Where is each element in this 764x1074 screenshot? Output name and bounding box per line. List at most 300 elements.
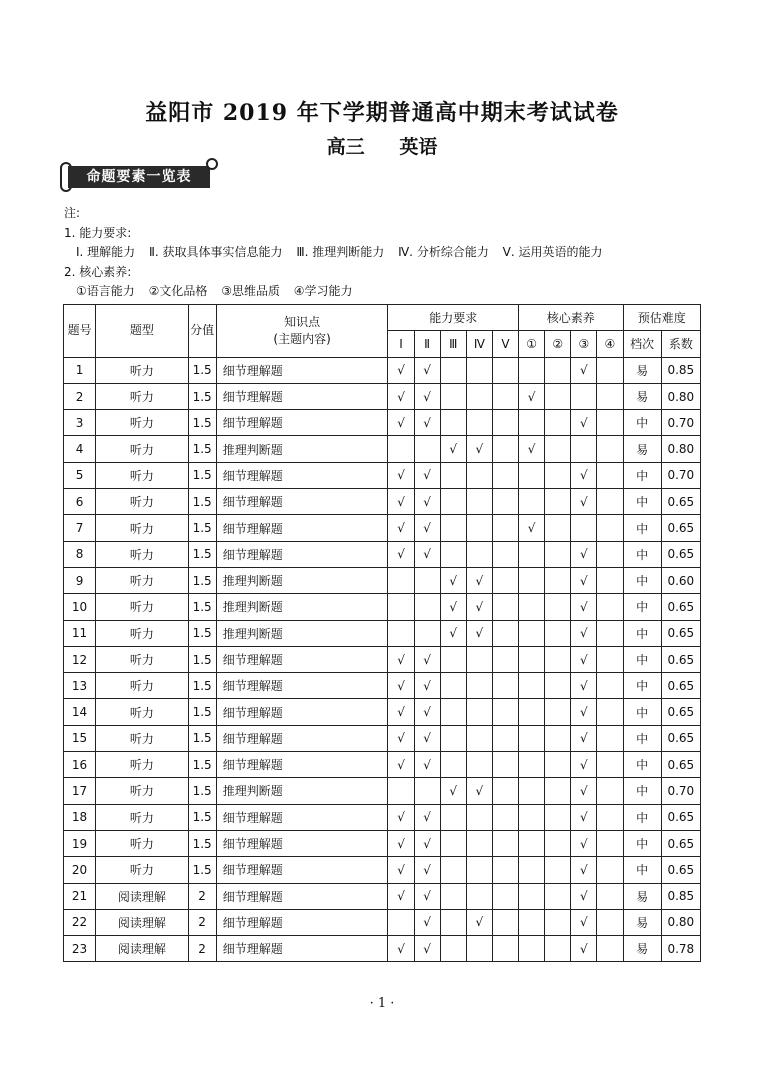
- cell-type: 听力: [96, 804, 188, 830]
- cell-ability: [492, 778, 518, 804]
- notes-label: 注:: [64, 206, 81, 220]
- cell-literacy: [519, 357, 545, 383]
- table-row: [64, 752, 701, 778]
- cell-ability: [492, 357, 518, 383]
- cell-ability: [492, 752, 518, 778]
- cell-ability: √: [414, 673, 440, 699]
- cell-literacy: [545, 936, 571, 962]
- cell-level: 中: [623, 646, 661, 672]
- cell-ability: [466, 752, 492, 778]
- cell-ability: √: [388, 752, 414, 778]
- cell-literacy: [545, 752, 571, 778]
- cell-ability: √: [388, 830, 414, 856]
- cell-literacy: [519, 857, 545, 883]
- cell-ability: [466, 646, 492, 672]
- cell-literacy: [519, 778, 545, 804]
- cell-ability: [492, 620, 518, 646]
- table-row: [64, 567, 701, 593]
- cell-type: 阅读理解: [96, 936, 188, 962]
- cell-type: 听力: [96, 725, 188, 751]
- table-row: [64, 357, 701, 383]
- cell-score: 1.5: [188, 515, 216, 541]
- cell-literacy: [545, 909, 571, 935]
- cell-ability: √: [466, 436, 492, 462]
- cell-literacy: [597, 620, 623, 646]
- cell-coef: 0.65: [661, 830, 700, 856]
- cell-ability: √: [388, 857, 414, 883]
- cell-literacy: √: [519, 383, 545, 409]
- cell-type: 听力: [96, 778, 188, 804]
- cell-ability: √: [388, 699, 414, 725]
- cell-ability: [440, 646, 466, 672]
- cell-coef: 0.65: [661, 620, 700, 646]
- cell-literacy: [571, 515, 597, 541]
- cell-literacy: √: [571, 462, 597, 488]
- cell-knowledge: 细节理解题: [216, 936, 388, 962]
- subject-label: 英语: [399, 136, 438, 158]
- header-coef: 系数: [661, 331, 700, 357]
- cell-type: 听力: [96, 515, 188, 541]
- ability-label: 1. 能力要求:: [64, 225, 132, 240]
- cell-literacy: [545, 594, 571, 620]
- cell-knowledge: 推理判断题: [216, 567, 388, 593]
- cell-no: 1: [64, 357, 96, 383]
- table-row: [64, 462, 701, 488]
- cell-literacy: [571, 436, 597, 462]
- cell-literacy: [597, 673, 623, 699]
- literacy-label: 2. 核心素养:: [64, 264, 132, 279]
- cell-coef: 0.70: [661, 410, 700, 436]
- cell-ability: [466, 462, 492, 488]
- cell-ability: √: [440, 620, 466, 646]
- cell-literacy: √: [571, 830, 597, 856]
- header-ability-col: Ⅰ: [388, 331, 414, 357]
- cell-literacy: [597, 357, 623, 383]
- cell-literacy: [519, 673, 545, 699]
- cell-literacy: [519, 620, 545, 646]
- cell-literacy: √: [571, 489, 597, 515]
- cell-knowledge: 细节理解题: [216, 489, 388, 515]
- cell-ability: [466, 699, 492, 725]
- cell-coef: 0.65: [661, 594, 700, 620]
- scroll-curl-icon: [206, 158, 218, 170]
- cell-type: 阅读理解: [96, 909, 188, 935]
- cell-ability: √: [414, 804, 440, 830]
- cell-ability: [492, 489, 518, 515]
- cell-literacy: [597, 936, 623, 962]
- cell-ability: [440, 489, 466, 515]
- cell-level: 易: [623, 436, 661, 462]
- ability-item: Ⅱ. 获取具体事实信息能力: [149, 245, 283, 259]
- cell-ability: [466, 857, 492, 883]
- table-row: [64, 541, 701, 567]
- cell-no: 8: [64, 541, 96, 567]
- ability-item: Ⅲ. 推理判断能力: [296, 245, 385, 259]
- cell-ability: [492, 857, 518, 883]
- cell-literacy: [597, 699, 623, 725]
- cell-score: 1.5: [188, 462, 216, 488]
- cell-literacy: [597, 883, 623, 909]
- literacy-item: ③思维品质: [221, 284, 280, 298]
- cell-no: 13: [64, 673, 96, 699]
- cell-type: 听力: [96, 673, 188, 699]
- cell-ability: [440, 673, 466, 699]
- cell-type: 听力: [96, 436, 188, 462]
- cell-score: 1.5: [188, 725, 216, 751]
- header-level: 档次: [623, 331, 661, 357]
- cell-no: 21: [64, 883, 96, 909]
- table-row: [64, 436, 701, 462]
- ability-list: [64, 243, 613, 263]
- header-ability: 能力要求: [388, 305, 519, 331]
- cell-type: 听力: [96, 357, 188, 383]
- cell-score: 2: [188, 883, 216, 909]
- cell-literacy: [519, 594, 545, 620]
- table-row: [64, 830, 701, 856]
- cell-knowledge: 细节理解题: [216, 541, 388, 567]
- cell-literacy: [519, 830, 545, 856]
- cell-coef: 0.65: [661, 673, 700, 699]
- cell-no: 6: [64, 489, 96, 515]
- cell-literacy: [545, 462, 571, 488]
- cell-type: 听力: [96, 410, 188, 436]
- cell-literacy: √: [571, 410, 597, 436]
- cell-level: 中: [623, 673, 661, 699]
- cell-literacy: [519, 909, 545, 935]
- cell-score: 1.5: [188, 594, 216, 620]
- cell-ability: √: [388, 883, 414, 909]
- cell-level: 中: [623, 410, 661, 436]
- cell-literacy: √: [571, 778, 597, 804]
- cell-knowledge: 细节理解题: [216, 383, 388, 409]
- cell-ability: [440, 462, 466, 488]
- cell-level: 中: [623, 752, 661, 778]
- cell-knowledge: 细节理解题: [216, 515, 388, 541]
- cell-coef: 0.80: [661, 436, 700, 462]
- cell-no: 4: [64, 436, 96, 462]
- cell-literacy: √: [571, 541, 597, 567]
- cell-score: 1.5: [188, 620, 216, 646]
- cell-ability: √: [388, 725, 414, 751]
- cell-ability: [388, 909, 414, 935]
- cell-type: 听力: [96, 383, 188, 409]
- cell-literacy: √: [571, 936, 597, 962]
- cell-ability: √: [388, 646, 414, 672]
- cell-type: 听力: [96, 646, 188, 672]
- cell-coef: 0.80: [661, 909, 700, 935]
- header-literacy: 核心素养: [519, 305, 623, 331]
- cell-score: 1.5: [188, 436, 216, 462]
- cell-literacy: [597, 567, 623, 593]
- cell-ability: [492, 646, 518, 672]
- cell-no: 10: [64, 594, 96, 620]
- cell-literacy: √: [571, 857, 597, 883]
- cell-ability: √: [388, 515, 414, 541]
- cell-ability: [492, 909, 518, 935]
- cell-coef: 0.65: [661, 725, 700, 751]
- cell-level: 中: [623, 830, 661, 856]
- cell-literacy: [597, 857, 623, 883]
- cell-ability: [388, 594, 414, 620]
- cell-ability: [492, 699, 518, 725]
- table-row: [64, 673, 701, 699]
- cell-coef: 0.65: [661, 515, 700, 541]
- table-row: [64, 778, 701, 804]
- cell-literacy: [597, 804, 623, 830]
- cell-literacy: [545, 357, 571, 383]
- cell-level: 中: [623, 620, 661, 646]
- cell-literacy: [597, 436, 623, 462]
- cell-literacy: [545, 883, 571, 909]
- cell-ability: √: [414, 830, 440, 856]
- cell-literacy: [519, 489, 545, 515]
- cell-knowledge: 细节理解题: [216, 909, 388, 935]
- cell-score: 1.5: [188, 410, 216, 436]
- cell-ability: [466, 804, 492, 830]
- cell-ability: √: [414, 699, 440, 725]
- cell-no: 22: [64, 909, 96, 935]
- cell-knowledge: 细节理解题: [216, 646, 388, 672]
- cell-no: 11: [64, 620, 96, 646]
- cell-knowledge: 推理判断题: [216, 620, 388, 646]
- cell-ability: √: [440, 567, 466, 593]
- cell-ability: [440, 883, 466, 909]
- cell-ability: [492, 410, 518, 436]
- cell-no: 19: [64, 830, 96, 856]
- cell-level: 中: [623, 699, 661, 725]
- cell-literacy: [545, 778, 571, 804]
- cell-score: 1.5: [188, 489, 216, 515]
- cell-ability: [440, 725, 466, 751]
- cell-level: 易: [623, 936, 661, 962]
- cell-ability: √: [466, 594, 492, 620]
- cell-literacy: [545, 567, 571, 593]
- cell-ability: [440, 383, 466, 409]
- cell-coef: 0.60: [661, 567, 700, 593]
- cell-level: 中: [623, 489, 661, 515]
- cell-ability: √: [414, 646, 440, 672]
- cell-literacy: [519, 752, 545, 778]
- header-ability-col: Ⅳ: [466, 331, 492, 357]
- cell-literacy: [519, 804, 545, 830]
- cell-literacy: √: [519, 436, 545, 462]
- cell-ability: [440, 541, 466, 567]
- cell-score: 1.5: [188, 567, 216, 593]
- cell-ability: √: [388, 357, 414, 383]
- header-ability-col: Ⅱ: [414, 331, 440, 357]
- cell-no: 17: [64, 778, 96, 804]
- cell-type: 听力: [96, 830, 188, 856]
- cell-score: 1.5: [188, 357, 216, 383]
- cell-ability: √: [440, 594, 466, 620]
- cell-ability: [414, 778, 440, 804]
- page-number: · 1 ·: [369, 996, 395, 1011]
- literacy-item: ②文化品格: [148, 284, 208, 298]
- cell-literacy: √: [571, 725, 597, 751]
- cell-score: 1.5: [188, 383, 216, 409]
- ability-item: Ⅳ. 分析综合能力: [398, 245, 489, 259]
- cell-literacy: [519, 567, 545, 593]
- cell-literacy: [597, 646, 623, 672]
- cell-literacy: [519, 883, 545, 909]
- cell-level: 中: [623, 541, 661, 567]
- cell-score: 1.5: [188, 857, 216, 883]
- cell-ability: [492, 594, 518, 620]
- cell-literacy: √: [571, 673, 597, 699]
- cell-ability: [492, 673, 518, 699]
- header-knowledge: [216, 305, 388, 358]
- cell-no: 12: [64, 646, 96, 672]
- cell-coef: 0.70: [661, 462, 700, 488]
- cell-ability: [492, 936, 518, 962]
- cell-literacy: √: [571, 357, 597, 383]
- cell-ability: [466, 673, 492, 699]
- cell-literacy: [545, 830, 571, 856]
- cell-ability: [440, 752, 466, 778]
- cell-ability: [492, 883, 518, 909]
- cell-ability: √: [414, 725, 440, 751]
- ability-item: Ⅴ. 运用英语的能力: [502, 245, 603, 259]
- cell-ability: √: [466, 620, 492, 646]
- cell-type: 听力: [96, 541, 188, 567]
- cell-score: 1.5: [188, 699, 216, 725]
- cell-score: 1.5: [188, 752, 216, 778]
- cell-knowledge: 细节理解题: [216, 725, 388, 751]
- cell-ability: √: [414, 383, 440, 409]
- literacy-item: ④学习能力: [293, 284, 353, 298]
- cell-literacy: [519, 936, 545, 962]
- cell-ability: √: [414, 410, 440, 436]
- cell-ability: [492, 567, 518, 593]
- cell-type: 听力: [96, 620, 188, 646]
- cell-ability: √: [440, 436, 466, 462]
- cell-level: 中: [623, 515, 661, 541]
- cell-score: 1.5: [188, 541, 216, 567]
- cell-ability: [492, 725, 518, 751]
- table-row: [64, 936, 701, 962]
- table-row: [64, 883, 701, 909]
- cell-literacy: [597, 909, 623, 935]
- cell-ability: [388, 436, 414, 462]
- cell-type: 听力: [96, 752, 188, 778]
- knowledge-label: 知识点: [284, 314, 321, 329]
- cell-ability: √: [414, 489, 440, 515]
- cell-no: 16: [64, 752, 96, 778]
- cell-ability: [492, 804, 518, 830]
- cell-no: 20: [64, 857, 96, 883]
- header-literacy-col: ②: [545, 331, 571, 357]
- header-ability-col: Ⅴ: [492, 331, 518, 357]
- cell-ability: [466, 383, 492, 409]
- cell-coef: 0.78: [661, 936, 700, 962]
- cell-type: 听力: [96, 594, 188, 620]
- table-row: [64, 489, 701, 515]
- cell-literacy: [597, 541, 623, 567]
- table-row: [64, 594, 701, 620]
- cell-literacy: [545, 541, 571, 567]
- table-row: [64, 909, 701, 935]
- cell-level: 中: [623, 462, 661, 488]
- cell-coef: 0.65: [661, 489, 700, 515]
- cell-literacy: [545, 804, 571, 830]
- cell-level: 中: [623, 857, 661, 883]
- knowledge-sub-label: (主题内容): [273, 331, 331, 346]
- cell-ability: √: [388, 936, 414, 962]
- cell-coef: 0.70: [661, 778, 700, 804]
- cell-coef: 0.65: [661, 541, 700, 567]
- cell-knowledge: 细节理解题: [216, 699, 388, 725]
- cell-literacy: [545, 489, 571, 515]
- cell-no: 18: [64, 804, 96, 830]
- page-subtitle: [0, 132, 764, 159]
- cell-ability: √: [440, 778, 466, 804]
- cell-ability: [492, 830, 518, 856]
- cell-ability: [466, 725, 492, 751]
- cell-ability: [492, 462, 518, 488]
- cell-literacy: √: [571, 752, 597, 778]
- cell-coef: 0.65: [661, 857, 700, 883]
- cell-literacy: [545, 646, 571, 672]
- cell-score: 2: [188, 909, 216, 935]
- cell-literacy: [519, 462, 545, 488]
- cell-ability: [466, 357, 492, 383]
- header-literacy-col: ③: [571, 331, 597, 357]
- cell-literacy: √: [571, 804, 597, 830]
- cell-ability: [414, 620, 440, 646]
- cell-literacy: [597, 725, 623, 751]
- header-difficulty: 预估难度: [623, 305, 701, 331]
- cell-knowledge: 推理判断题: [216, 594, 388, 620]
- cell-level: 易: [623, 357, 661, 383]
- cell-knowledge: 细节理解题: [216, 357, 388, 383]
- header-literacy-col: ①: [519, 331, 545, 357]
- cell-knowledge: 细节理解题: [216, 410, 388, 436]
- cell-knowledge: 细节理解题: [216, 673, 388, 699]
- cell-literacy: √: [519, 515, 545, 541]
- cell-ability: √: [414, 541, 440, 567]
- section-banner: [60, 162, 212, 192]
- cell-literacy: [519, 410, 545, 436]
- cell-type: 阅读理解: [96, 883, 188, 909]
- cell-literacy: [597, 515, 623, 541]
- cell-level: 易: [623, 383, 661, 409]
- cell-ability: √: [414, 515, 440, 541]
- cell-ability: [492, 515, 518, 541]
- cell-literacy: [597, 752, 623, 778]
- cell-ability: [440, 830, 466, 856]
- cell-literacy: √: [571, 646, 597, 672]
- cell-knowledge: 细节理解题: [216, 883, 388, 909]
- cell-ability: √: [414, 752, 440, 778]
- cell-type: 听力: [96, 489, 188, 515]
- literacy-list: [64, 282, 613, 302]
- cell-literacy: [571, 383, 597, 409]
- cell-literacy: [545, 410, 571, 436]
- notes-section: [64, 204, 613, 302]
- cell-ability: √: [388, 804, 414, 830]
- banner-label: 命题要素一览表: [68, 166, 210, 188]
- table-row: [64, 699, 701, 725]
- cell-ability: [492, 383, 518, 409]
- cell-literacy: √: [571, 594, 597, 620]
- literacy-item: ①语言能力: [76, 284, 135, 298]
- cell-ability: [414, 436, 440, 462]
- cell-knowledge: 推理判断题: [216, 436, 388, 462]
- cell-score: 1.5: [188, 804, 216, 830]
- cell-knowledge: 细节理解题: [216, 857, 388, 883]
- cell-ability: [388, 620, 414, 646]
- cell-literacy: √: [571, 699, 597, 725]
